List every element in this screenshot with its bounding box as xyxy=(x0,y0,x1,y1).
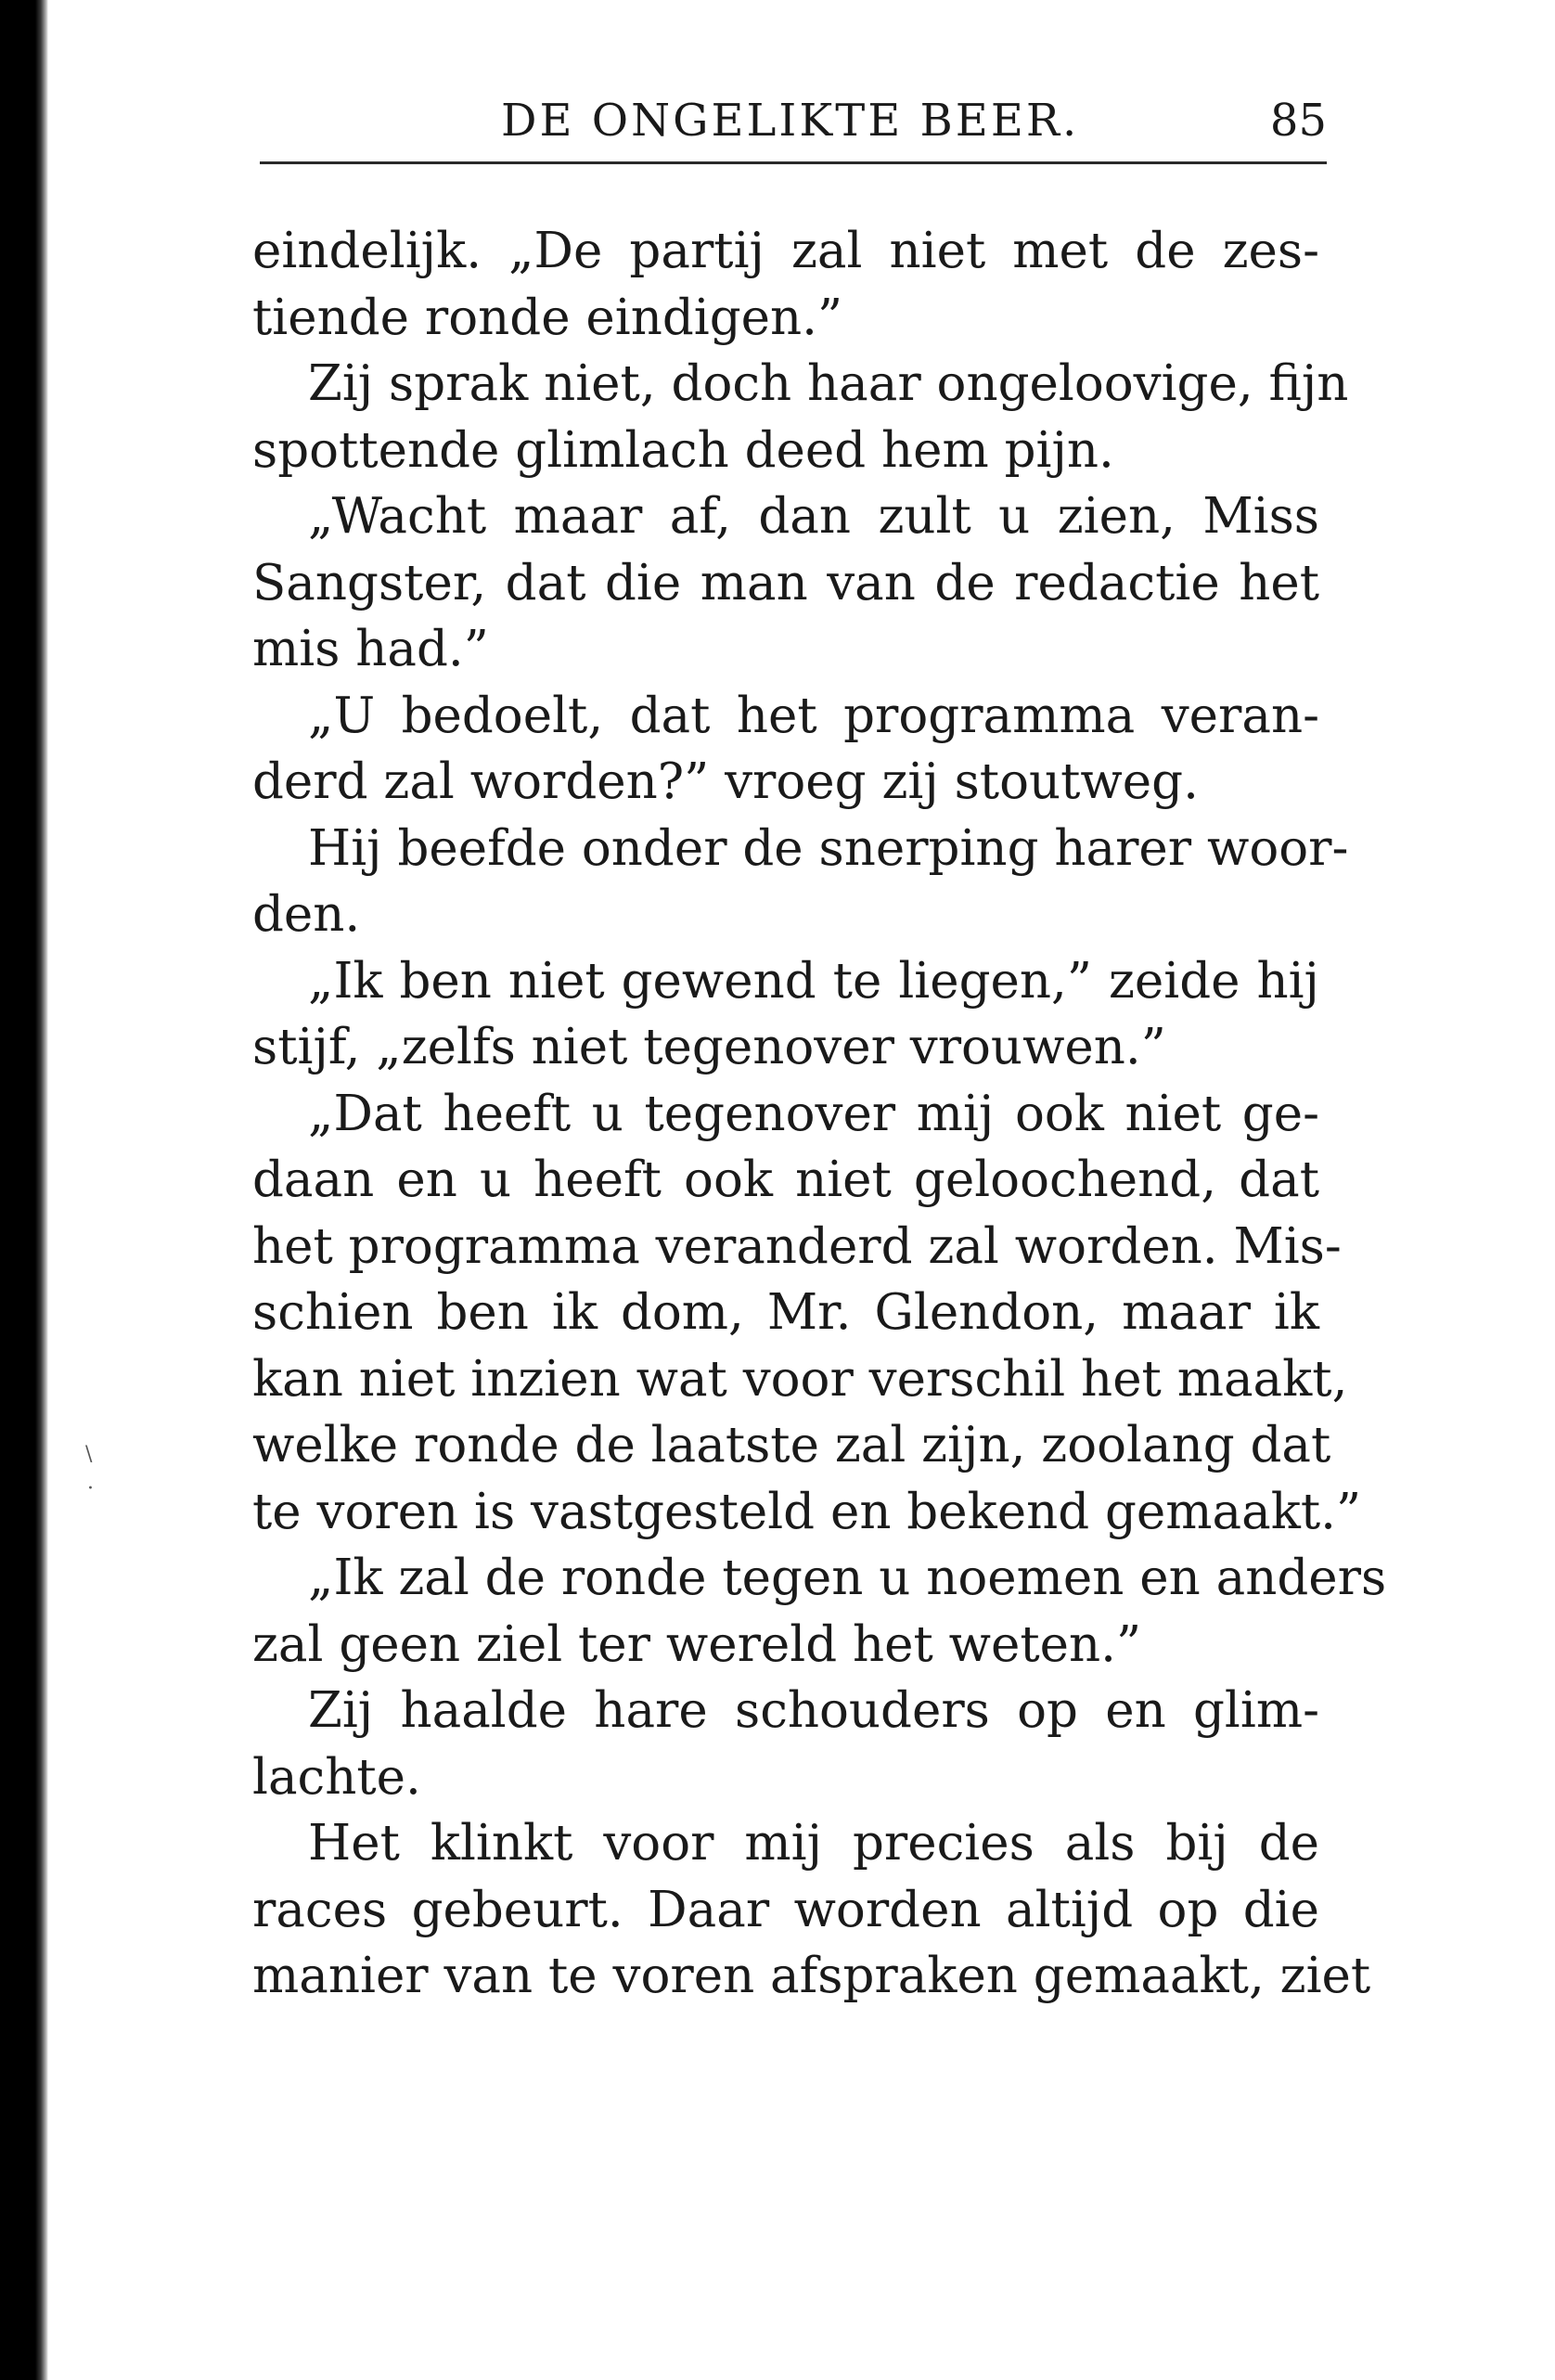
text-line: welke ronde de laatste zal zijn, zoolang dat xyxy=(252,1417,1331,1473)
text-line: lachte. xyxy=(252,1748,421,1806)
body-text xyxy=(252,218,1387,2010)
text-line: „Ik zal de ronde tegen u noemen en anders xyxy=(308,1550,1387,1606)
text-line: zal geen ziel ter wereld het weten.” xyxy=(252,1615,1142,1673)
running-title: DE ONGELIKTE BEER. xyxy=(501,95,1080,147)
margin-speck: · xyxy=(87,1477,94,1500)
text-line: te voren is vastgesteld en bekend gemaakt.” xyxy=(252,1483,1362,1540)
page-header xyxy=(260,93,1327,167)
text-line: Zij haalde hare schouders op en glim- xyxy=(308,1682,1319,1739)
text-line: mis had.” xyxy=(252,621,489,677)
text-line: „U bedoelt, dat het programma veran- xyxy=(308,687,1319,744)
text-line: spottende glimlach deed hem pijn. xyxy=(252,421,1114,479)
page-binding-edge xyxy=(0,0,48,2380)
text-line: „Dat heeft u tegenover mij ook niet ge- xyxy=(308,1085,1319,1142)
text-line: Hij beefde onder de snerping harer woor- xyxy=(308,819,1349,877)
text-line: Sangster, dat die man van de redactie het xyxy=(252,554,1319,611)
text-line: „Wacht maar af, dan zult u zien, Miss xyxy=(308,488,1319,545)
text-line: schien ben ik dom, Mr. Glendon, maar ik xyxy=(252,1284,1319,1341)
margin-speck: \ xyxy=(85,1443,93,1466)
page-number: 85 xyxy=(1269,95,1327,147)
text-line: Het klinkt voor mij precies als bij de xyxy=(308,1815,1319,1872)
text-line: manier van te voren afspraken gemaakt, ziet xyxy=(252,1948,1371,2004)
text-line: derd zal worden?” vroeg zij stoutweg. xyxy=(252,753,1199,810)
text-line: tiende ronde eindigen.” xyxy=(252,289,843,346)
text-line: het programma veranderd zal worden. Mis- xyxy=(252,1217,1342,1275)
text-line: eindelijk. „De partij zal niet met de zes- xyxy=(252,223,1319,279)
text-line: races gebeurt. Daar worden altijd op die xyxy=(252,1881,1319,1938)
text-line: „Ik ben niet gewend te liegen,” zeide hij xyxy=(308,952,1319,1010)
text-line: Zij sprak niet, doch haar ongeloovige, fijn xyxy=(308,355,1349,412)
header-rule xyxy=(260,161,1327,164)
text-line: stijf, „zelfs niet tegenover vrouwen.” xyxy=(252,1019,1166,1075)
text-line: daan en u heeft ook niet geloochend, dat xyxy=(252,1151,1319,1208)
text-line: kan niet inzien wat voor verschil het maakt, xyxy=(252,1350,1348,1408)
text-line: den. xyxy=(252,886,361,943)
